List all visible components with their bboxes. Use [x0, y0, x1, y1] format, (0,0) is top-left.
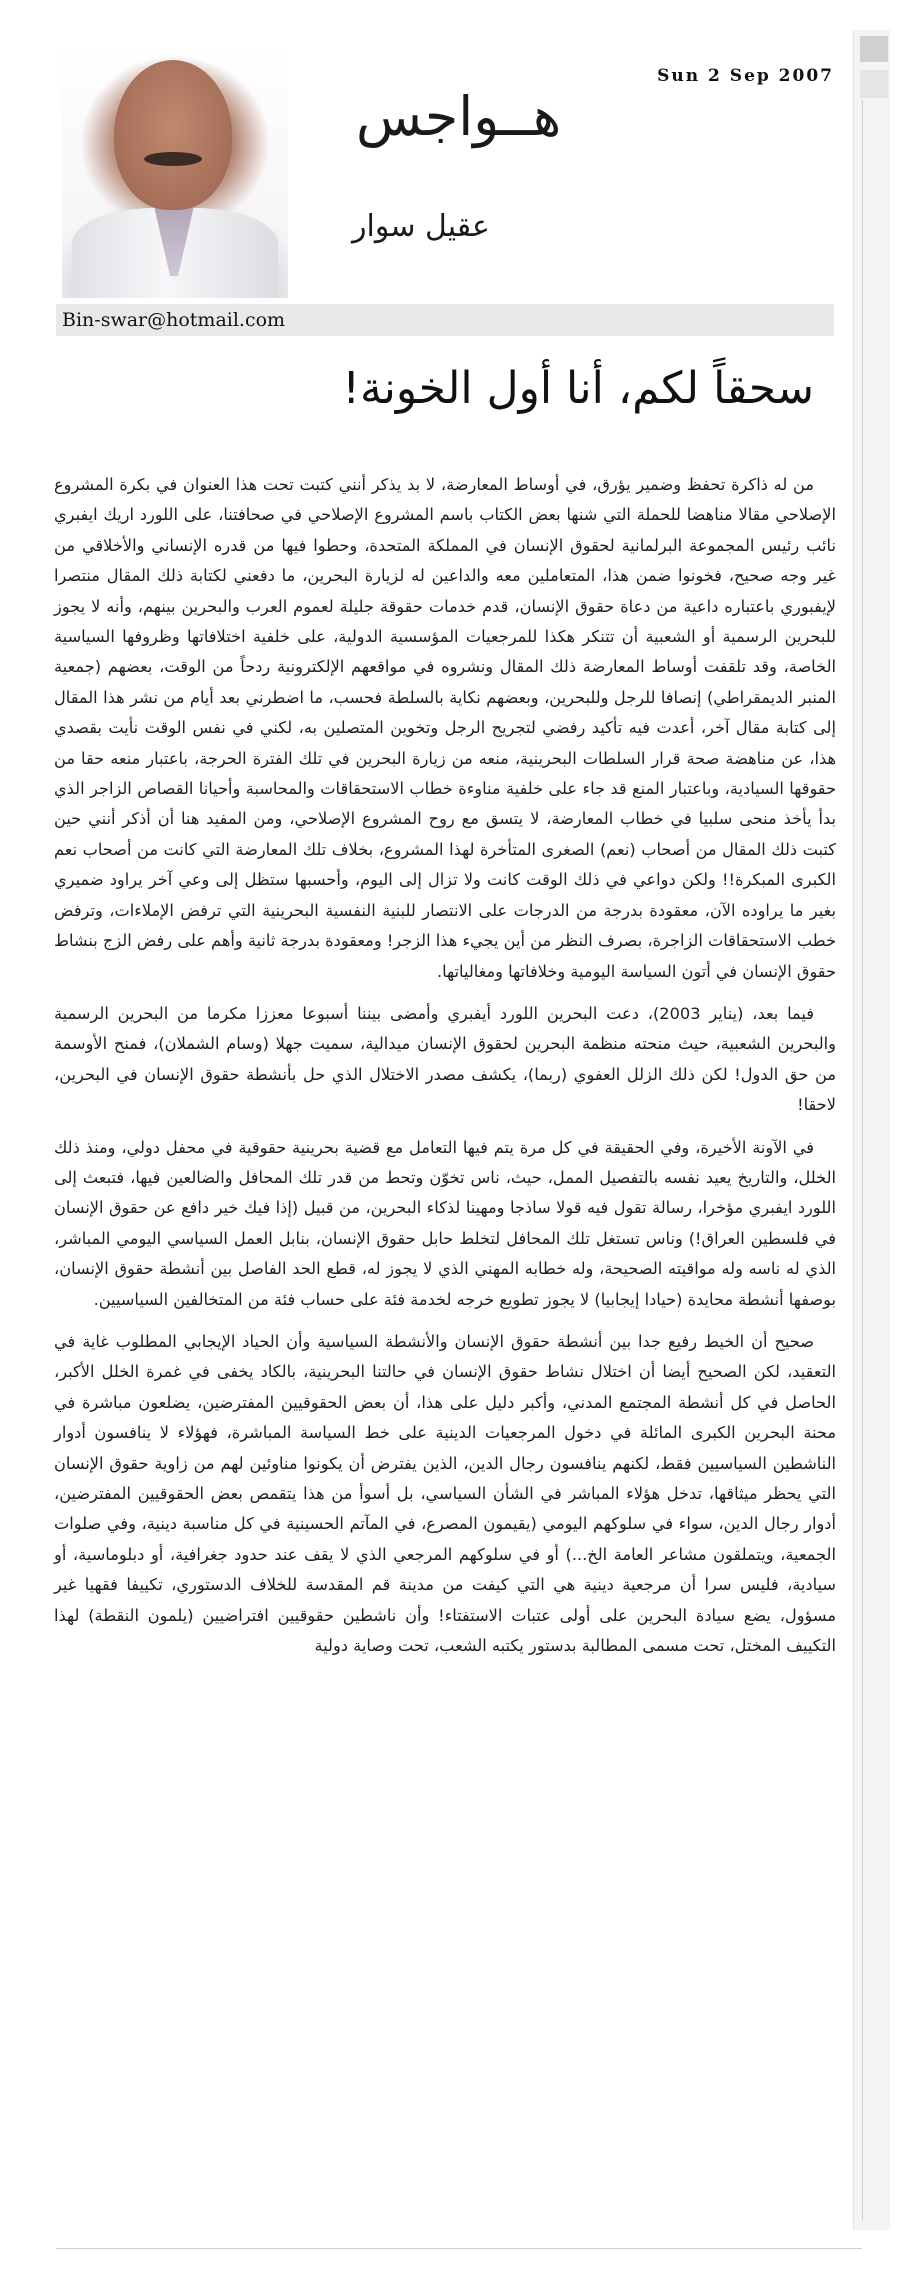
- bottom-divider: [56, 2248, 862, 2249]
- scroll-up-button[interactable]: [860, 36, 888, 62]
- column-header: [56, 40, 834, 302]
- author-photo-face: [114, 60, 232, 210]
- article-paragraph: فيما بعد، (يناير 2003)، دعت البحرين اللورد أيفبري وأمضى بيننا أسبوعا معززا مكرما من البحرين الرسمية والبحرين الشعبية، حيث منحته منظمة البحرين لحقوق الإنسان ميدالية، سميت جهلا (وسام الشملان)، فمنح الأوسمة من حق الدول! لكن ذلك الزلل العفوي (ربما)، يكشف مصدر الاختلال الذي حل بأنشطة حقوق الإنسان في البحرين، لاحقا!: [54, 1003, 836, 1115]
- scroll-thumb[interactable]: [860, 70, 888, 98]
- publication-date: Sun 2 Sep 2007: [657, 66, 834, 86]
- article-headline: سحقاً لكم، أنا أول الخونة!: [342, 363, 814, 414]
- article-body: [54, 470, 836, 1673]
- column-title: هــواجس: [356, 85, 562, 148]
- author-name: عقيل سوار: [352, 209, 490, 244]
- author-photo-mustache: [144, 152, 202, 166]
- scrollbar[interactable]: [853, 30, 890, 2230]
- author-email-link[interactable]: Bin-swar@hotmail.com: [62, 309, 286, 331]
- article-paragraph: في الآونة الأخيرة، وفي الحقيقة في كل مرة يتم فيها التعامل مع قضية بحرينية حقوقية في محفل دولي، ومنذ ذلك الخلل، والتاريخ يعيد نفسه بالتفصيل الممل، حيث، ناس تخوّن وتحط من قدر تلك المحافل والضالعين فيها، فتبعث إلى اللورد ايفبري مؤخرا، رسالة تقول فيه قولا ساذجا ومهينا لذكاء البحرين، من قبيل (إذا فيك خير دافع عن حقوق الإنسان في فلسطين العراق!) وناس تستغل تلك المحافل لتخلط حابل حقوق الإنسان، بنابل العمل السياسي اليومي المباشر، الذي له ناسه وله مواقيته الصحيحة، وله خطابه المهني الذي لا يجوز له، قطع الحد الفاصل بين أنشطة حقوق الإنسان، بوصفها أنشطة محايدة (حيادا إيجابيا) لا يجوز تطويع خرجه لخدمة فئة على حساب فئة من المتخالفين السياسيين.: [54, 1137, 836, 1309]
- article-paragraph: من له ذاكرة تحفظ وضمير يؤرق، في أوساط المعارضة، لا بد يذكر أنني كتبت تحت هذا العنوان في بكرة المشروع الإصلاحي مقالا مناهضا للحملة التي شنها بعض الكتاب باسم المشروع الإصلاحي في صحافتنا، على اللورد اريك ايفبري نائب رئيس المجموعة البرلمانية لحقوق الإنسان في المملكة المتحدة، وحطوا فيها من قدره الإنساني والأخلاقي من غير وجه صحيح، فخونوا ضمن هذا، المتعاملين معه والداعين له لزيارة البحرين، ما دفعني لكتابة ذلك المقال منتصرا لإيفبوري باعتباره داعية من دعاة حقوق الإنسان، قدم خدمات حقوقة جليلة لعموم العرب والبحرين بينهم، وأنه لا يجوز للبحرين الرسمية أو الشعبية أن تتنكر هكذا للمرجعيات المؤسسية الدولية، على خلفية اختلافاتها وظروفها السياسية الخاصة، وقد تلقفت أوساط المعارضة ذلك المقال ونشروه في مواقعهم الإلكترونية ردحاً من الوقت، بعضهم (جمعية المنبر الديمقراطي) إنصافا للرجل وللبحرين، وبعضهم نكاية بالسلطة فحسب، ما اضطرني بعد أيام من نشر هذا المقال إلى كتابة مقال آخر، أعدت فيه تأكيد رفضي لتجريح الرجل وتخوين المتصلين به، لكني في نفس الوقت نأيت بقصدي هذا، عن مناهضة صحة قرار السلطات البحرينية، منعه من زيارة البحرين في تلك الفترة الحرجة، باعتبار منعه حقا من حقوقها السيادية، وباعتبار المنع قد جاء على خلفية مناوءة خطاب الاستحقاقات والمحاسبة وأحيانا القصاص الزاجر الذي بدأ يأخذ منحى سلبيا في خطاب المعارضة، لا يتسق مع روح المشروع الإصلاحي، ومن المفيد هنا أن أذكر أنني حين كتبت ذلك المقال من أصحاب (نعم) الصغرى المتأخرة لهذا المشروع، بخلاف تلك المعارضة التي كانت من أصحاب نعم الكبرى المبكرة!! ولكن دواعي في ذلك الوقت كانت ولا تزال إلى اليوم، وأحسبها ستظل إلى وعي آخر يراود ضميري بغير ما يراوده الآن، معقودة بدرجة من الدرجات على الانتصار للبنية النفسية البحرينية التي ترفض الإملاءات، وترفض خطب الاستحقاقات الزاجرة، بصرف النظر من أين يجيء هذا الزجر! ومعقودة بدرجة ثانية وأهم على رفض الزج بنشاط حقوق الإنسان في أتون السياسة اليومية وخلافاتها ومغالياتها.: [54, 475, 836, 981]
- author-photo: [62, 40, 288, 298]
- email-bar: [56, 304, 834, 336]
- article-paragraph: صحيح أن الخيط رفيع جدا بين أنشطة حقوق الإنسان والأنشطة السياسية وأن الحياد الإيجابي المطلوب غاية في التعقيد، لكن الصحيح أيضا أن اختلال نشاط حقوق الإنسان في حالتنا البحرينية، بالكاد يخفى في غمرة الخلل الأكبر، الحاصل في كل أنشطة المجتمع المدني، وأكبر دليل على هذا، أن بعض الحقوقيين المفترضين، يضلعون مباشرة في محنة البحرين الكبرى المائلة في دخول المرجعيات الدينية على خط السياسة المباشرة، فهؤلاء لا ينافسون أدوار الناشطين السياسيين فقط، لكنهم ينافسون رجال الدين، الذين يفترض أن يكونوا مناوئين لهم من زاوية حقوق الإنسان التي يحظر ميثاقها، تدخل هؤلاء المباشر في الشأن السياسي، بل أسوأ من هذا يتقمص بعض الحقوقيين المفترضين، أدوار رجال الدين، سواء في سلوكهم اليومي (يقيمون المصرع، في المآتم الحسينية في كل مناسبة دينية، وفي صلوات الجمعية، ويتملقون مشاعر العامة الخ...) أو في سلوكهم المرجعي الذي لا يقف عند حدود جغرافية، أو دبلوماسية، أو سيادية، فليس سرا أن مرجعية دينية هي التي كيفت من مدينة قم المقدسة للخلاف الدستوري، تكييفا فقهيا غير مسؤول، يضع سيادة البحرين على أولى عتبات الاستفتاء! وأن ناشطين حقوقيين افتراضيين (يلمون النقطة) لهذا التكييف المختل، تحت مسمى المطالبة بدستور يكتبه الشعب، تحت وصاية دولية: [54, 1331, 836, 1656]
- column-divider: [862, 100, 863, 2220]
